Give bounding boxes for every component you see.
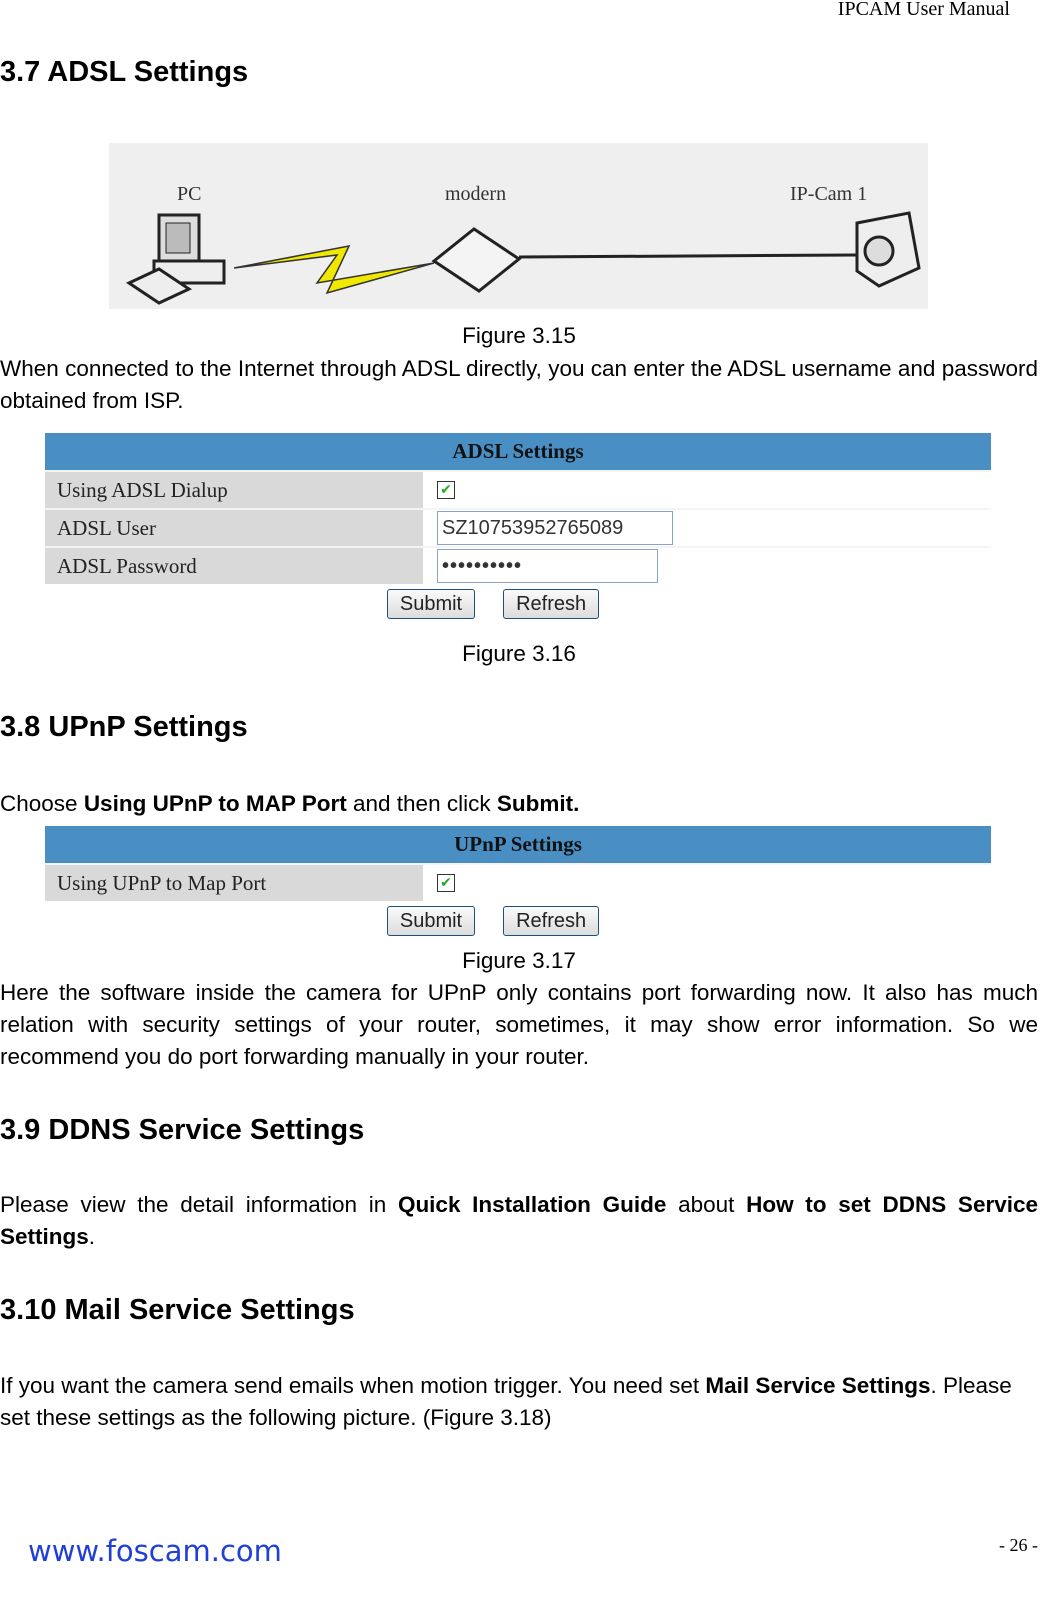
submit-button[interactable]: Submit — [387, 906, 475, 936]
camera-icon — [857, 213, 919, 286]
text: Choose — [0, 791, 84, 816]
upnp-settings-panel — [45, 826, 991, 941]
bold-text: Mail Service Settings — [705, 1373, 931, 1398]
diagram-graphics — [109, 143, 928, 309]
field-label: ADSL Password — [45, 548, 423, 584]
pc-label: PC — [177, 183, 202, 205]
paragraph — [0, 788, 1038, 820]
ipcam-label: IP-Cam 1 — [790, 183, 868, 205]
figure-caption: Figure 3.16 — [462, 641, 576, 666]
website-link[interactable]: www.foscam.com — [28, 1534, 282, 1568]
running-header: IPCAM User Manual — [837, 0, 1010, 20]
adsl-password-input[interactable]: •••••••••• — [437, 549, 658, 583]
field-label: Using ADSL Dialup — [45, 472, 423, 508]
section-heading-adsl: 3.7 ADSL Settings — [0, 56, 249, 88]
bold-text: How to set DDNS Service Settings — [0, 1192, 1039, 1249]
pc-icon — [129, 215, 224, 303]
modem-icon — [434, 229, 519, 291]
upnp-checkbox[interactable]: ✔ — [437, 874, 455, 892]
field-label: Using UPnP to Map Port — [45, 865, 423, 901]
submit-button[interactable]: Submit — [387, 589, 475, 619]
section-heading-upnp: 3.8 UPnP Settings — [0, 711, 248, 743]
text: . — [88, 1224, 96, 1249]
adsl-settings-panel — [45, 433, 991, 624]
modem-label: modern — [445, 183, 507, 205]
section-heading-ddns: 3.9 DDNS Service Settings — [0, 1114, 365, 1146]
text: and then click — [346, 791, 497, 816]
text: Please view the detail information in — [0, 1192, 398, 1217]
text: about — [666, 1192, 747, 1217]
adsl-dialup-checkbox[interactable]: ✔ — [437, 481, 455, 499]
network-diagram — [109, 143, 928, 309]
figure-caption: Figure 3.15 — [462, 323, 576, 348]
cable-line — [519, 255, 857, 257]
section-heading-mail: 3.10 Mail Service Settings — [0, 1294, 355, 1326]
bold-text: Quick Installation Guide — [397, 1192, 667, 1217]
paragraph — [0, 1370, 1038, 1434]
text: . Please set these settings as the following picture. (Figure 3.18) — [0, 1373, 1012, 1430]
field-label: ADSL User — [45, 510, 423, 546]
wireless-bolt-icon — [234, 246, 434, 293]
adsl-user-input[interactable]: SZ10753952765089 — [437, 511, 673, 545]
paragraph: When connected to the Internet through ADSL directly, you can enter the ADSL username and password obtained from ISP. — [0, 356, 1038, 413]
refresh-button[interactable]: Refresh — [503, 589, 599, 619]
paragraph — [0, 1189, 1038, 1253]
bold-text: Submit. — [496, 791, 580, 816]
refresh-button[interactable]: Refresh — [503, 906, 599, 936]
paragraph: Here the software inside the camera for UPnP only contains port forwarding now. It also has much relation with security settings of your router, sometimes, it may show error information. So we recommend you do port forwarding manually in your router. — [0, 980, 1038, 1069]
panel-title: UPnP Settings — [45, 826, 991, 863]
bold-text: Using UPnP to MAP Port — [83, 791, 347, 816]
text: If you want the camera send emails when motion trigger. You need set — [0, 1373, 706, 1398]
page-number: - 26 - — [999, 1535, 1038, 1555]
figure-caption: Figure 3.17 — [462, 948, 576, 973]
panel-title: ADSL Settings — [45, 433, 991, 470]
